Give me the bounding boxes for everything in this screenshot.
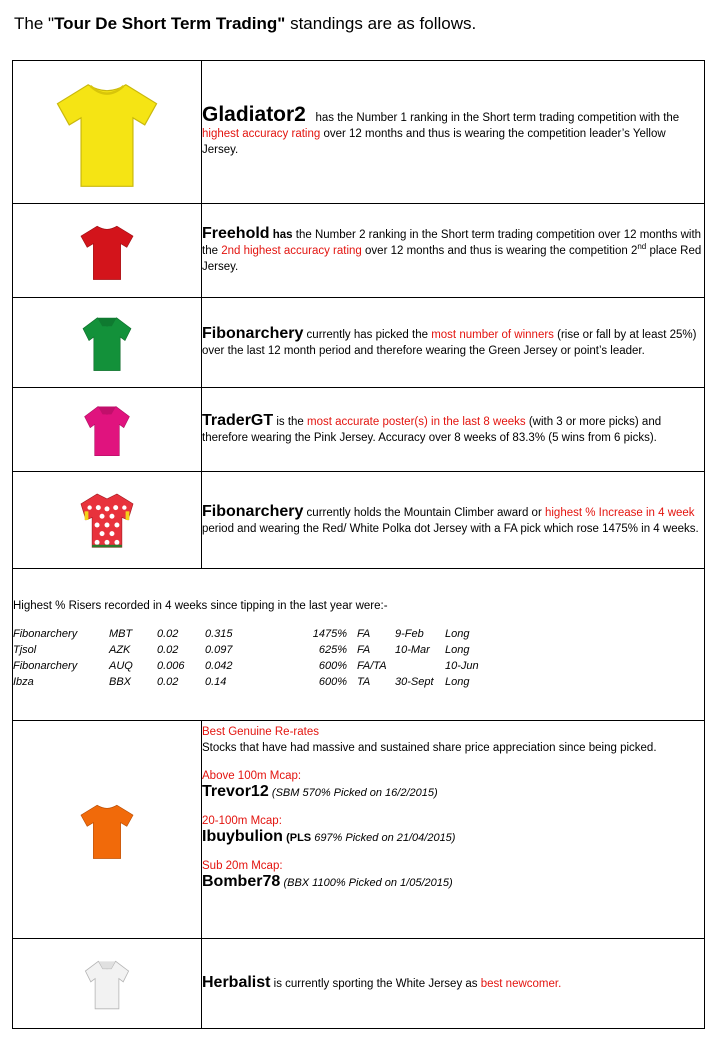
pink-jersey-row: TraderGT is the most accurate poster(s) in the last 8 weeks (with 3 or more picks) and therefore wearing the Pink Jersey. Accuracy over 8 weeks of 83.3% (5 wins from 6 picks). (13, 388, 705, 472)
pink-jersey-name: TraderGT (202, 412, 274, 429)
page-heading: The "Tour De Short Term Trading" standings are as follows. (14, 14, 477, 33)
polka-jersey-row: Fibonarchery currently holds the Mountain Climber award or highest % Increase in 4 week period and wearing the Red/ White Polka dot Jersey with a FA pick which rose 1475% in 4 weeks. (13, 472, 705, 569)
orange-tshirt-icon (76, 799, 138, 861)
white-jersey-row: Herbalist is currently sporting the White Jersey as best newcomer. (13, 939, 705, 1029)
green-jersey-row: Fibonarchery currently has picked the most number of winners (rise or fall by at least 25%) over the last 12 month period and therefore wearing the Green Jersey or point’s leader. (13, 298, 705, 388)
genuine-rerates-row: Best Genuine Re-rates Stocks that have had massive and sustained share price appreciation since being picked. Above 100m Mcap: Trevor12 (SBM 570% Picked on 16/2/2015) 20-100m Mcap: Ibuybulion (PLS 697% Picked on 21/04/2015) Sub 20m Mcap: Bomber78 (BBX 1100% Picked on 1/05/2015) (13, 721, 705, 939)
risers-title: Highest % Risers recorded in 4 weeks since tipping in the last year were:- (13, 599, 388, 612)
white-polo-shirt-icon (80, 956, 134, 1012)
leader-name: Gladiator2 (202, 102, 306, 126)
competition-title: Tour De Short Term Trading" (54, 14, 286, 33)
genuine-description: Stocks that have had massive and sustained share price appreciation since being picked. (202, 742, 657, 754)
yellow-tshirt-icon (46, 73, 168, 191)
category-label: Above 100m Mcap: (202, 770, 302, 782)
red-tshirt-icon (75, 220, 139, 282)
green-jersey-name: Fibonarchery (202, 325, 304, 342)
category-label: Sub 20m Mcap: (202, 860, 283, 872)
second-place-name: Freehold (202, 225, 270, 242)
table-row: Ibza BBX 0.02 0.14 600% TA 30-Sept Long (13, 675, 470, 688)
red-jersey-row: Freehold has the Number 2 ranking in the Short term trading competition over 12 months with the 2nd highest accuracy rating over 12 months and thus is wearing the competition 2nd place Red Jersey. (13, 204, 705, 298)
polka-jersey-name: Fibonarchery (202, 502, 304, 520)
rerate-winner-name: Bomber78 (202, 873, 281, 890)
yellow-jersey-row: Gladiator2 has the Number 1 ranking in the Short term trading competition with the highest accuracy rating over 12 months and thus is wearing the competition leader’s Yellow Jersey. (13, 61, 705, 204)
pink-polo-shirt-icon (79, 400, 135, 460)
category-label: 20-100m Mcap: (202, 815, 282, 827)
white-jersey-name: Herbalist (202, 974, 271, 991)
risers-row (13, 569, 705, 721)
standings-table (12, 60, 705, 1029)
rerate-winner-name: Trevor12 (202, 783, 269, 800)
rerate-winner-name: Ibuybulion (202, 828, 283, 845)
genuine-title: Best Genuine Re-rates (202, 726, 319, 738)
table-row: Fibonarchery AUQ 0.006 0.042 600% FA/TA 10-Jun (13, 659, 479, 672)
green-polo-shirt-icon (77, 312, 137, 374)
table-row: Fibonarchery MBT 0.02 0.315 1475% FA 9-Feb Long (13, 627, 470, 640)
risers-table (13, 626, 485, 690)
table-row: Tjsol AZK 0.02 0.097 625% FA 10-Mar Long (13, 643, 470, 656)
polka-dot-jersey-icon (76, 487, 138, 553)
